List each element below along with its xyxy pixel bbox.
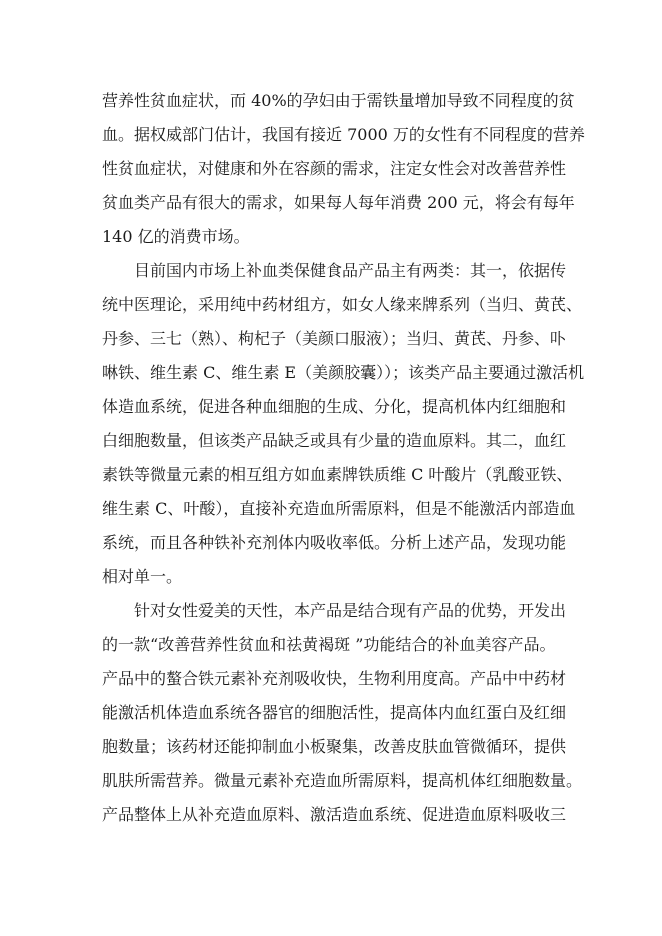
text-line: 体造血系统，促进各种血细胞的生成、分化，提高机体内红细胞和 [102,397,567,416]
text-line: 素铁等微量元素的相互组方如血素牌铁质维 C 叶酸片（乳酸亚铁、 [102,465,573,484]
text-line: 能激活机体造血系统各器官的细胞活性，提高体内血红蛋白及红细 [102,703,567,722]
text-line: 性贫血症状，对健康和外在容颜的需求，注定女性会对改善营养性 [102,159,567,178]
text-line: 肌肤所需营养。微量元素补充造血所需原料，提高机体红细胞数量。 [102,771,583,790]
text-line: 产品整体上从补充造血原料、激活造血系统、促进造血原料吸收三 [102,805,567,824]
text-line: 140 亿的消费市场。 [102,227,250,246]
text-line: 啉铁、维生素 C、维生素 E（美颜胶囊））；该类产品主要通过激活机 [102,363,585,382]
text-line: 相对单一。 [102,567,183,586]
text-line: 目前国内市场上补血类保健食品产品主有两类：其一，依据传 [134,261,567,280]
text-line: 营养性贫血症状，而 40%的孕妇由于需铁量增加导致不同程度的贫 [102,91,575,110]
text-line: 的一款“改善营养性贫血和祛黄褐斑 ”功能结合的补血美容产品。 [102,635,556,654]
text-line: 贫血类产品有很大的需求，如果每人每年消费 200 元，将会有每年 [102,193,575,212]
text-line: 系统，而且各种铁补充剂体内吸收率低。分析上述产品，发现功能 [102,533,567,552]
text-line: 白细胞数量，但该类产品缺乏或具有少量的造血原料。其二，血红 [102,431,567,450]
text-line: 胞数量；该药材还能抑制血小板聚集，改善皮肤血管微循环，提供 [102,737,567,756]
text-line: 丹参、三七（熟）、枸杞子（美颜口服液）；当归、黄芪、丹参、卟 [102,329,567,348]
text-line: 血。据权威部门估计，我国有接近 7000 万的女性有不同程度的营养 [102,125,585,144]
text-line: 维生素 C、叶酸），直接补充造血所需原料，但是不能激活内部造血 [102,499,576,518]
text-line: 统中医理论，采用纯中药材组方，如女人缘来牌系列（当归、黄芪、 [102,295,583,314]
text-line: 针对女性爱美的天性，本产品是结合现有产品的优势，开发出 [134,601,567,620]
text-line: 产品中的螯合铁元素补充剂吸收快，生物利用度高。产品中中药材 [102,669,567,688]
